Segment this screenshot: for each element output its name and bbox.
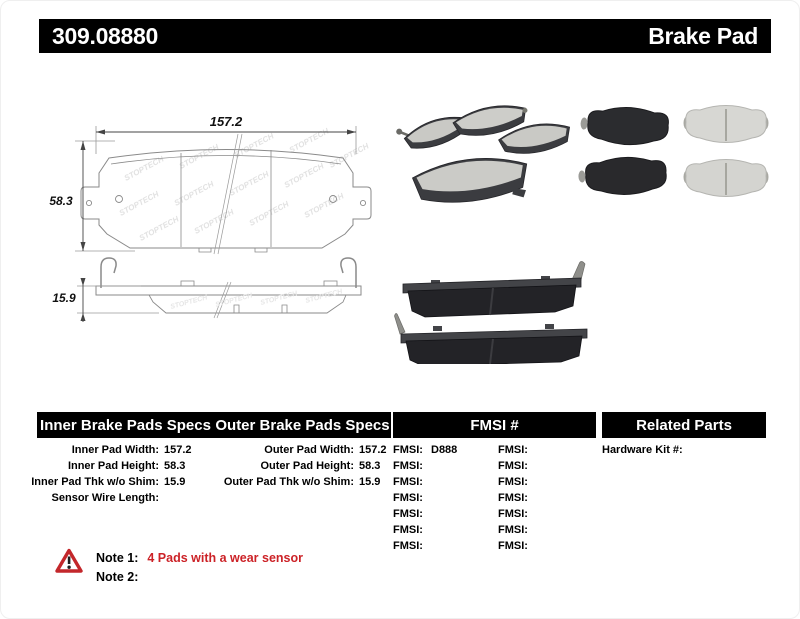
- related-parts-header-bar: [602, 412, 766, 438]
- svg-text:STOPTECH: STOPTECH: [327, 141, 371, 170]
- fmsi-row: FMSI: D888: [393, 444, 458, 456]
- flat-pad-light-2: [684, 160, 769, 197]
- warning-triangle-icon: [55, 548, 83, 574]
- thickness-dim-label: 15.9: [52, 291, 76, 305]
- outer-specs-column: [204, 444, 387, 492]
- spec-row: Inner Pad Thk w/o Shim: 15.9: [31, 476, 186, 488]
- fmsi-row: FMSI:: [498, 524, 528, 536]
- notes-section: [96, 549, 303, 587]
- fmsi-row: FMSI:: [393, 460, 423, 472]
- note-2-label: Note 2:: [96, 570, 139, 584]
- flat-pad-dark-1: [580, 106, 669, 146]
- side-pad-top: [403, 262, 585, 318]
- svg-text:STOPTECH: STOPTECH: [259, 290, 299, 307]
- spec-row: Outer Pad Width: 157.2: [264, 444, 387, 456]
- fmsi-header-bar: [393, 412, 596, 438]
- width-dim-label: 157.2: [209, 114, 243, 129]
- fmsi-row: FMSI:: [498, 540, 528, 552]
- fmsi-row: FMSI:: [393, 524, 423, 536]
- spec-row: Inner Pad Width: 157.2: [71, 444, 192, 456]
- svg-text:STOPTECH: STOPTECH: [192, 207, 236, 236]
- fmsi-row: FMSI:: [498, 508, 528, 520]
- pads-specs-header-bar: [37, 412, 391, 438]
- fmsi-header: FMSI #: [470, 416, 519, 434]
- fmsi-row: FMSI:: [393, 508, 423, 520]
- thickness-dimension: [52, 278, 159, 322]
- side-pad-bottom: [395, 314, 588, 365]
- svg-text:STOPTECH: STOPTECH: [287, 126, 331, 155]
- svg-text:STOPTECH: STOPTECH: [247, 199, 291, 228]
- side-view-outline: [96, 258, 361, 318]
- height-dimension: [49, 141, 135, 251]
- related-parts-row: [602, 444, 688, 460]
- part-number: 309.08880: [52, 22, 159, 49]
- svg-text:STOPTECH: STOPTECH: [214, 292, 254, 309]
- flat-pad-dark-2: [578, 156, 667, 196]
- svg-text:STOPTECH: STOPTECH: [227, 169, 271, 198]
- fmsi-row: FMSI:: [498, 444, 528, 456]
- spec-row: Inner Pad Height: 58.3: [67, 460, 186, 472]
- height-dim-label: 58.3: [49, 194, 73, 208]
- svg-text:STOPTECH: STOPTECH: [232, 131, 276, 160]
- product-type-title: Brake Pad: [648, 22, 758, 49]
- svg-text:STOPTECH: STOPTECH: [172, 179, 216, 208]
- hardware-kit-label: Hardware Kit #:: [602, 444, 683, 456]
- spec-row: Outer Pad Thk w/o Shim: 15.9: [223, 476, 381, 488]
- angled-pad-4: [411, 154, 529, 206]
- fmsi-row: FMSI:: [393, 492, 423, 504]
- svg-text:STOPTECH: STOPTECH: [177, 142, 221, 171]
- flat-pad-light-1: [684, 106, 769, 143]
- related-parts-column: [602, 444, 688, 460]
- fmsi-row: FMSI:: [393, 476, 423, 488]
- inner-specs-column: [9, 444, 192, 508]
- outer-specs-header: Outer Brake Pads Specs: [215, 416, 390, 434]
- svg-text:STOPTECH: STOPTECH: [122, 154, 166, 183]
- watermark-texts: [118, 126, 371, 242]
- note-1-text: 4 Pads with a wear sensor: [147, 551, 303, 565]
- spec-row: Sensor Wire Length:: [51, 492, 159, 504]
- technical-drawing: [31, 96, 401, 356]
- svg-text:STOPTECH: STOPTECH: [302, 191, 346, 220]
- front-view-outline: [81, 134, 371, 254]
- fmsi-row: FMSI:: [498, 492, 528, 504]
- svg-text:STOPTECH: STOPTECH: [169, 294, 209, 311]
- inner-specs-header: Inner Brake Pads Specs: [40, 416, 211, 434]
- svg-text:STOPTECH: STOPTECH: [304, 288, 344, 305]
- fmsi-left-column: [393, 444, 457, 556]
- fmsi-row: FMSI:: [498, 476, 528, 488]
- fmsi-row: FMSI:: [393, 540, 423, 552]
- title-bar: [39, 19, 771, 53]
- note-1: [96, 549, 303, 568]
- photo-pads-side: [389, 254, 604, 364]
- fmsi-row: FMSI:: [498, 460, 528, 472]
- svg-text:STOPTECH: STOPTECH: [137, 214, 181, 243]
- photo-pads-flat: [577, 95, 772, 225]
- note-1-label: Note 1:: [96, 551, 139, 565]
- side-view-watermarks: [170, 288, 344, 311]
- svg-text:STOPTECH: STOPTECH: [117, 189, 161, 218]
- photo-pads-angled: [389, 97, 574, 222]
- spec-row: Outer Pad Height: 58.3: [260, 460, 381, 472]
- svg-text:STOPTECH: STOPTECH: [282, 161, 326, 190]
- note-2: [96, 568, 303, 587]
- fmsi-right-column: [498, 444, 536, 556]
- related-parts-header: Related Parts: [636, 416, 732, 434]
